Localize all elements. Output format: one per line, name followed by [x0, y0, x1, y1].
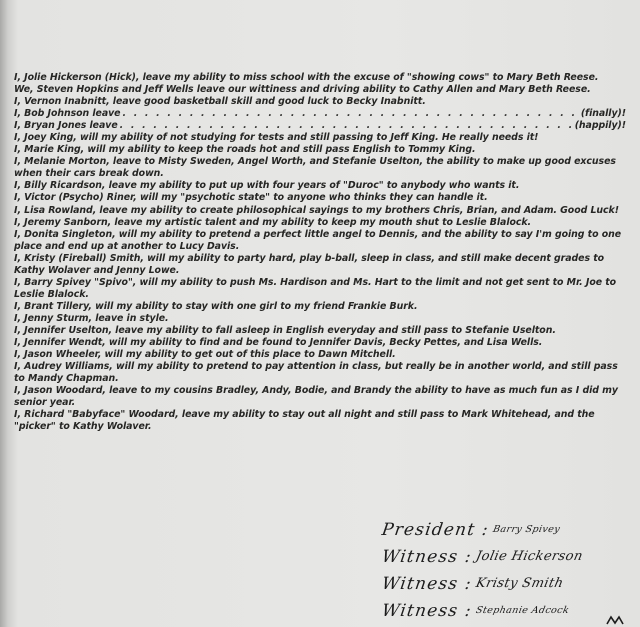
leader-lead: I, Bob Johnson leave [14, 108, 121, 120]
will-entry-leader [14, 120, 626, 132]
leader-lead: I, Bryan Jones leave [14, 120, 118, 132]
will-entry: I, Joey King, will my ability of not studying for tests and still passing to Jeff King. He really needs it! [14, 132, 539, 144]
handwritten-signature: Jolie Hickerson [474, 549, 585, 564]
corner-flourish-icon [606, 615, 624, 625]
will-entry: I, Melanie Morton, leave to Misty Sweden, Angel Worth, and Stefanie Uselton, the ability to make up good excuses when their cars break down. [14, 156, 616, 180]
handwritten-signature: Kristy Smith [474, 576, 565, 591]
handwritten-signature: Barry Spivey [491, 524, 561, 535]
will-entry: I, Jason Woodard, leave to my cousins Bradley, Andy, Bodie, and Brandy the ability to have as much fun as I did my senior year. [14, 385, 618, 409]
signature-role: Witness : [380, 573, 474, 594]
leader-tail: (finally)! [580, 108, 626, 120]
signature-role: Witness : [380, 600, 474, 621]
signature-line [382, 570, 632, 597]
signature-line [382, 516, 632, 543]
signature-line [382, 597, 632, 624]
senior-will-text [14, 72, 626, 433]
will-entry: I, Jennifer Uselton, leave my ability to fall asleep in English everyday and still pass to Stefanie Uselton. [14, 324, 556, 336]
will-entry: We, Steven Hopkins and Jeff Wells leave our wittiness and driving ability to Cathy Allen and Mary Beth Reese. [14, 84, 591, 96]
will-entry: I, Lisa Rowland, leave my ability to create philosophical sayings to my brothers Chris, Brian, and Adam. Good Luck! [14, 204, 619, 216]
will-entry-leader [14, 108, 626, 120]
will-entry: I, Audrey Williams, will my ability to pretend to pay attention in class, but really be in another world, and still pass to Mandy Chapman. [14, 361, 618, 385]
signature-block [382, 516, 632, 624]
will-entry: I, Jeremy Sanborn, leave my artistic talent and my ability to keep my mouth shut to Leslie Blalock. [14, 216, 532, 228]
will-entry: I, Richard "Babyface" Woodard, leave my ability to stay out all night and still pass to Mark Whitehead, and the "picker" to Kathy Wolaver. [14, 409, 595, 433]
will-entry: I, Donita Singleton, will my ability to pretend a perfect little angel to Dennis, and the ability to say I'm going to one place and end up at another to Lucy Davis. [14, 228, 622, 252]
will-entry: I, Jennifer Wendt, will my ability to find and be found to Jennifer Davis, Becky Pettes, and Lisa Wells. [14, 337, 543, 349]
will-entry: I, Jenny Sturm, leave in style. [14, 312, 169, 324]
will-entry: I, Jason Wheeler, will my ability to get out of this place to Dawn Mitchell. [14, 349, 396, 361]
will-entry: I, Jolie Hickerson (Hick), leave my ability to miss school with the excuse of "showing cows" to Mary Beth Reese. [14, 72, 599, 83]
will-entry: I, Brant Tillery, will my ability to stay with one girl to my friend Frankie Burk. [14, 300, 418, 312]
dot-leader [120, 120, 573, 132]
dot-leader [122, 108, 578, 120]
signature-line [382, 543, 632, 570]
will-entry: I, Barry Spivey "Spivo", will my ability to push Ms. Hardison and Ms. Hart to the limit and not get sent to Mr. Joe to Leslie Blalock. [14, 276, 617, 300]
will-entry: I, Marie King, will my ability to keep the roads hot and still pass English to Tommy King. [14, 144, 476, 156]
will-entry: I, Billy Ricardson, leave my ability to put up with four years of "Duroc" to anybody who wants it. [14, 180, 520, 192]
will-entry: I, Kristy (Fireball) Smith, will my ability to party hard, play b-ball, sleep in class, and still make decent grades to Kathy Wolaver and Jenny Lowe. [14, 252, 605, 276]
signature-role: Witness : [380, 546, 474, 567]
leader-tail: (happily)! [574, 120, 626, 132]
signature-role: President : [380, 519, 491, 540]
will-entry: I, Vernon Inabnitt, leave good basketball skill and good luck to Becky Inabnitt. [14, 96, 426, 108]
will-entry: I, Victor (Psycho) Riner, will my "psychotic state" to anyone who thinks they can handle it. [14, 192, 488, 204]
handwritten-signature: Stephanie Adcock [474, 605, 571, 616]
